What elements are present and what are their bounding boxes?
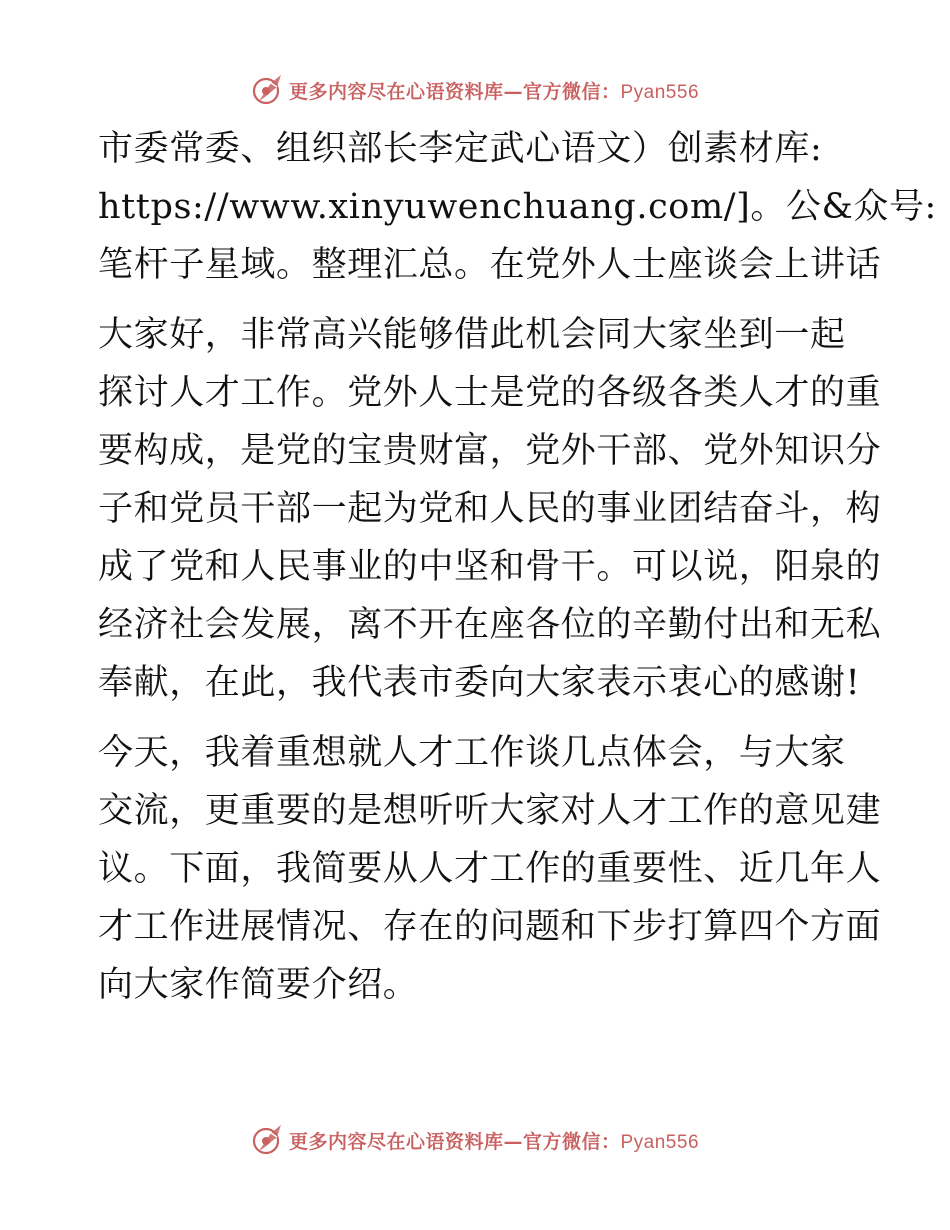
text-line: 子和党员干部一起为党和人民的事业团结奋斗，构 (98, 489, 882, 529)
text-line: 向大家作简要介绍。 (98, 965, 419, 1005)
header-banner-text (289, 77, 699, 104)
text-line: 交流，更重要的是想听听大家对人才工作的意见建 (98, 791, 882, 831)
text-line: 议。下面，我简要从人才工作的重要性、近几年人 (98, 849, 882, 889)
text-line: 要构成，是党的宝贵财富，党外干部、党外知识分 (98, 431, 882, 471)
text-line: 成了党和人民事业的中坚和骨干。可以说，阳泉的 (98, 547, 882, 587)
text-line: 奉献，在此，我代表市委向大家表示衷心的感谢! (98, 663, 861, 703)
pen-logo-icon (251, 1123, 285, 1157)
text-line: 探讨人才工作。党外人士是党的各级各类人才的重 (98, 373, 882, 413)
text-line: 笔杆子星域。整理汇总。在党外人士座谈会上讲话 (98, 245, 882, 285)
header-banner-handle: Pyan556 (620, 81, 700, 103)
header-banner (0, 70, 950, 110)
text-line: 才工作进展情况、存在的问题和下步打算四个方面 (98, 907, 882, 947)
header-banner-label: 更多内容尽在心语资料库—官方微信： (288, 80, 621, 103)
paragraph-greeting (98, 306, 882, 712)
text-line: 经济社会发展，离不开在座各位的辛勤付出和无私 (98, 605, 882, 645)
footer-banner-text (289, 1127, 699, 1154)
text-line: 大家好，非常高兴能够借此机会同大家坐到一起 (98, 315, 846, 355)
footer-banner (0, 1120, 950, 1160)
text-line: 今天，我着重想就人才工作谈几点体会，与大家 (98, 733, 846, 773)
text-line: https://www.xinyuwenchuang.com/]。公&众号: (98, 187, 937, 227)
pen-logo-icon (251, 73, 285, 107)
document-body (98, 120, 937, 1014)
text-line: 市委常委、组织部长李定武心语文）创素材库: (98, 129, 823, 169)
footer-banner-handle: Pyan556 (620, 1131, 700, 1153)
footer-banner-label: 更多内容尽在心语资料库—官方微信： (288, 1130, 621, 1153)
paragraph-agenda (98, 724, 882, 1014)
paragraph-intro (98, 120, 937, 294)
